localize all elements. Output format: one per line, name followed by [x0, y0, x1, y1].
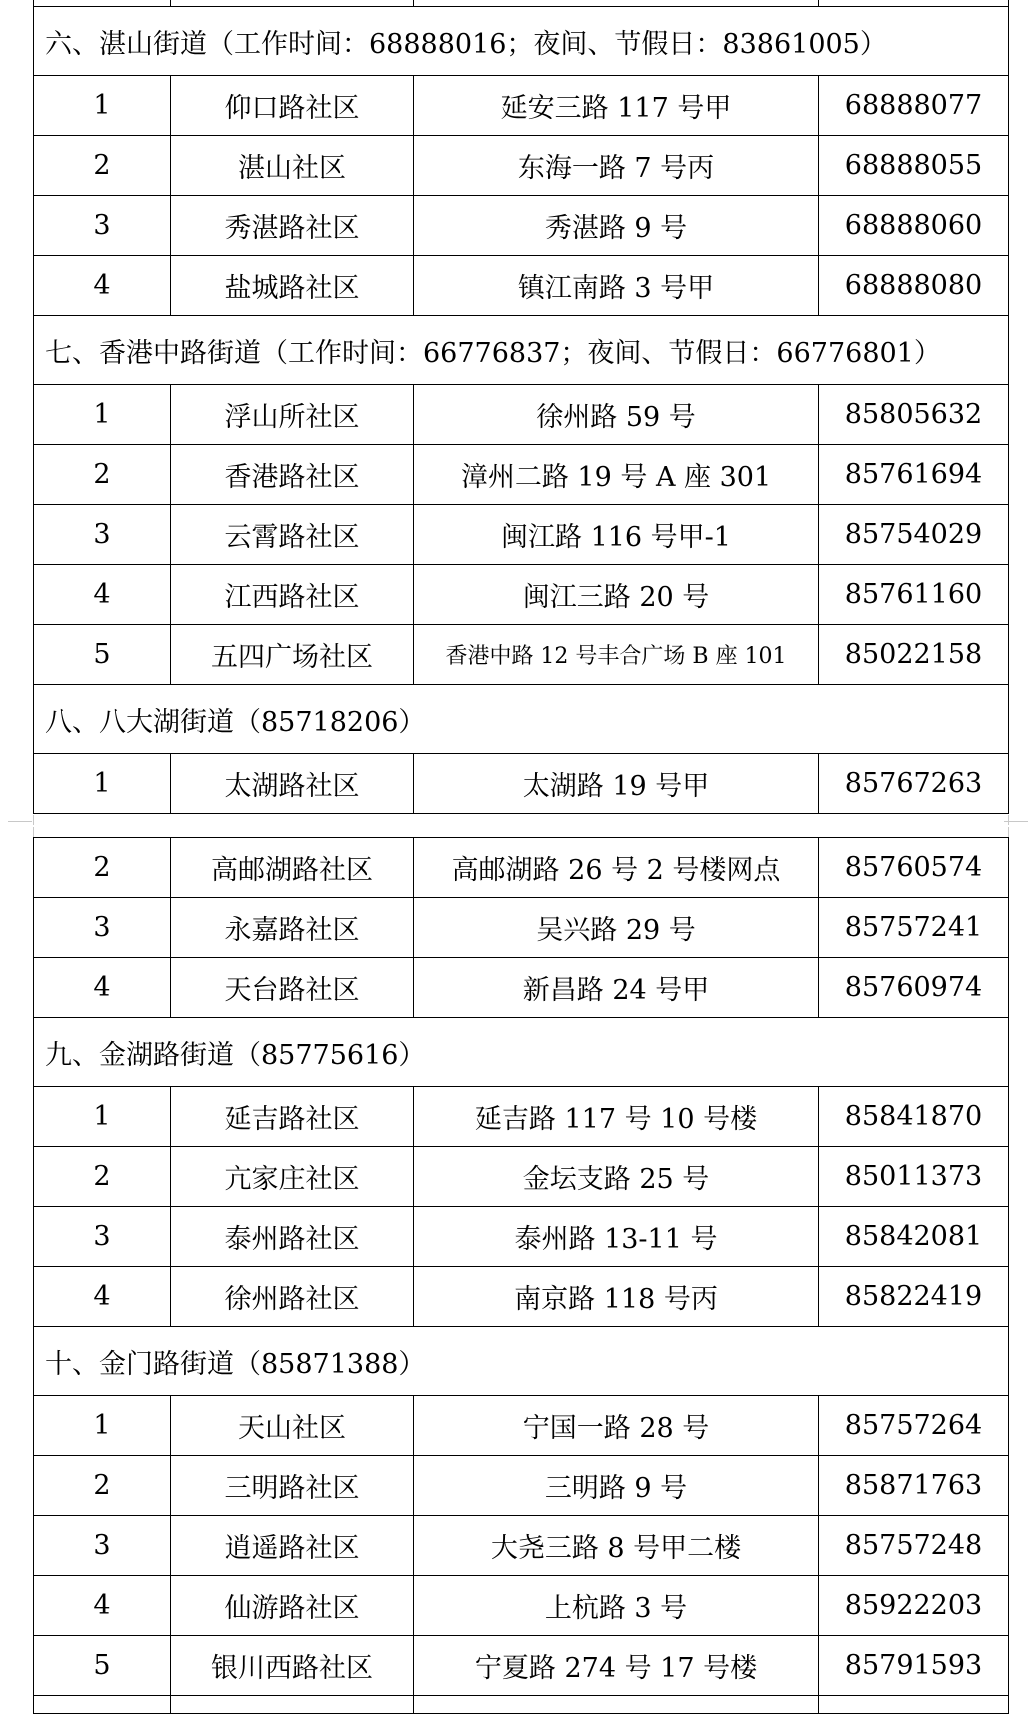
community-phone: 85822419 — [819, 1267, 1009, 1327]
community-address: 延吉路 117 号 10 号楼 — [414, 1087, 819, 1147]
community-name: 三明路社区 — [171, 1456, 414, 1516]
page-corner-mark — [1008, 827, 1010, 837]
community-name: 银川西路社区 — [171, 1636, 414, 1696]
community-address: 东海一路 7 号丙 — [414, 136, 819, 196]
page-1 — [33, 0, 1008, 814]
community-name: 逍遥路社区 — [171, 1516, 414, 1576]
community-phone: 85791593 — [819, 1636, 1009, 1696]
table-row — [34, 1396, 1009, 1456]
community-name: 仰口路社区 — [171, 76, 414, 136]
community-phone: 85760974 — [819, 958, 1009, 1018]
community-name: 天台路社区 — [171, 958, 414, 1018]
community-name: 浮山所社区 — [171, 385, 414, 445]
table-row — [34, 76, 1009, 136]
community-name: 泰州路社区 — [171, 1207, 414, 1267]
table-row — [34, 1267, 1009, 1327]
row-number: 1 — [34, 76, 171, 136]
table-row — [34, 754, 1009, 814]
table-row — [34, 256, 1009, 316]
community-name: 仙游路社区 — [171, 1576, 414, 1636]
row-number: 4 — [34, 1576, 171, 1636]
community-phone: 85761694 — [819, 445, 1009, 505]
page-break — [0, 815, 1036, 837]
community-address: 闽江路 116 号甲-1 — [414, 505, 819, 565]
table-row — [34, 625, 1009, 685]
community-address: 吴兴路 29 号 — [414, 898, 819, 958]
table-row — [34, 1087, 1009, 1147]
community-address: 延安三路 117 号甲 — [414, 76, 819, 136]
row-number: 2 — [34, 1147, 171, 1207]
section-header-row — [34, 7, 1009, 76]
community-address: 宁国一路 28 号 — [414, 1396, 819, 1456]
community-address: 闽江三路 20 号 — [414, 565, 819, 625]
community-name: 香港路社区 — [171, 445, 414, 505]
page-corner-mark — [33, 815, 35, 825]
community-address: 金坛支路 25 号 — [414, 1147, 819, 1207]
community-name: 徐州路社区 — [171, 1267, 414, 1327]
row-number: 3 — [34, 505, 171, 565]
row-number: 1 — [34, 385, 171, 445]
section-header-row — [34, 316, 1009, 385]
community-phone: 85011373 — [819, 1147, 1009, 1207]
community-address: 高邮湖路 26 号 2 号楼网点 — [414, 838, 819, 898]
row-number: 3 — [34, 1207, 171, 1267]
community-name: 延吉路社区 — [171, 1087, 414, 1147]
community-phone: 85805632 — [819, 385, 1009, 445]
community-address: 泰州路 13-11 号 — [414, 1207, 819, 1267]
section-header-row — [34, 685, 1009, 754]
community-phone: 85757264 — [819, 1396, 1009, 1456]
table-row — [34, 385, 1009, 445]
table-row — [34, 1636, 1009, 1696]
section-header-row — [34, 1327, 1009, 1396]
community-name: 高邮湖路社区 — [171, 838, 414, 898]
community-phone: 68888080 — [819, 256, 1009, 316]
row-number: 2 — [34, 445, 171, 505]
page-corner-mark — [8, 821, 32, 832]
community-address: 大尧三路 8 号甲二楼 — [414, 1516, 819, 1576]
page-2 — [33, 837, 1008, 1714]
row-number: 4 — [34, 565, 171, 625]
community-name: 五四广场社区 — [171, 625, 414, 685]
community-address: 南京路 118 号丙 — [414, 1267, 819, 1327]
community-phone: 68888077 — [819, 76, 1009, 136]
table-row — [34, 1456, 1009, 1516]
row-number: 3 — [34, 1516, 171, 1576]
community-phone: 85757248 — [819, 1516, 1009, 1576]
community-address: 宁夏路 274 号 17 号楼 — [414, 1636, 819, 1696]
table-row — [34, 958, 1009, 1018]
community-table-page-2 — [33, 837, 1009, 1714]
community-phone: 85841870 — [819, 1087, 1009, 1147]
community-table-page-1 — [33, 0, 1009, 814]
row-number: 1 — [34, 1087, 171, 1147]
table-row — [34, 838, 1009, 898]
section-header: 七、香港中路街道（工作时间：66776837；夜间、节假日：66776801） — [34, 316, 1009, 385]
community-phone: 68888055 — [819, 136, 1009, 196]
page-corner-mark — [1008, 815, 1010, 825]
community-address: 秀湛路 9 号 — [414, 196, 819, 256]
community-name: 亢家庄社区 — [171, 1147, 414, 1207]
community-name: 江西路社区 — [171, 565, 414, 625]
community-phone: 85767263 — [819, 754, 1009, 814]
community-address: 新昌路 24 号甲 — [414, 958, 819, 1018]
row-number: 4 — [34, 958, 171, 1018]
community-phone: 85842081 — [819, 1207, 1009, 1267]
community-phone: 85761160 — [819, 565, 1009, 625]
table-row — [34, 1207, 1009, 1267]
community-address: 徐州路 59 号 — [414, 385, 819, 445]
community-phone: 85871763 — [819, 1456, 1009, 1516]
row-number: 2 — [34, 838, 171, 898]
row-number: 4 — [34, 256, 171, 316]
table-row — [34, 196, 1009, 256]
community-phone: 68888060 — [819, 196, 1009, 256]
community-address: 香港中路 12 号丰合广场 B 座 101 — [414, 625, 819, 685]
community-name: 盐城路社区 — [171, 256, 414, 316]
community-name: 天山社区 — [171, 1396, 414, 1456]
table-row — [34, 136, 1009, 196]
community-address: 上杭路 3 号 — [414, 1576, 819, 1636]
page-corner-mark — [33, 827, 35, 837]
table-row — [34, 898, 1009, 958]
table-row — [34, 445, 1009, 505]
row-number: 3 — [34, 196, 171, 256]
community-address: 太湖路 19 号甲 — [414, 754, 819, 814]
row-number: 5 — [34, 1636, 171, 1696]
row-number: 2 — [34, 136, 171, 196]
table-row — [34, 505, 1009, 565]
community-phone: 85022158 — [819, 625, 1009, 685]
community-address: 三明路 9 号 — [414, 1456, 819, 1516]
row-number: 5 — [34, 625, 171, 685]
community-phone: 85754029 — [819, 505, 1009, 565]
community-name: 湛山社区 — [171, 136, 414, 196]
row-number: 3 — [34, 898, 171, 958]
community-phone: 85760574 — [819, 838, 1009, 898]
community-name: 永嘉路社区 — [171, 898, 414, 958]
table-row — [34, 1147, 1009, 1207]
community-phone: 85922203 — [819, 1576, 1009, 1636]
table-row — [34, 1516, 1009, 1576]
community-address: 镇江南路 3 号甲 — [414, 256, 819, 316]
community-name: 云霄路社区 — [171, 505, 414, 565]
community-phone: 85757241 — [819, 898, 1009, 958]
section-header: 九、金湖路街道（85775616） — [34, 1018, 1009, 1087]
community-address: 漳州二路 19 号 A 座 301 — [414, 445, 819, 505]
community-name: 太湖路社区 — [171, 754, 414, 814]
row-number: 1 — [34, 1396, 171, 1456]
row-number: 4 — [34, 1267, 171, 1327]
section-header: 六、湛山街道（工作时间：68888016；夜间、节假日：83861005） — [34, 7, 1009, 76]
table-row — [34, 1696, 1009, 1714]
table-row — [34, 1576, 1009, 1636]
row-number: 2 — [34, 1456, 171, 1516]
table-row — [34, 565, 1009, 625]
section-header: 十、金门路街道（85871388） — [34, 1327, 1009, 1396]
community-name: 秀湛路社区 — [171, 196, 414, 256]
row-number: 1 — [34, 754, 171, 814]
section-header-row — [34, 1018, 1009, 1087]
section-header: 八、八大湖街道（85718206） — [34, 685, 1009, 754]
